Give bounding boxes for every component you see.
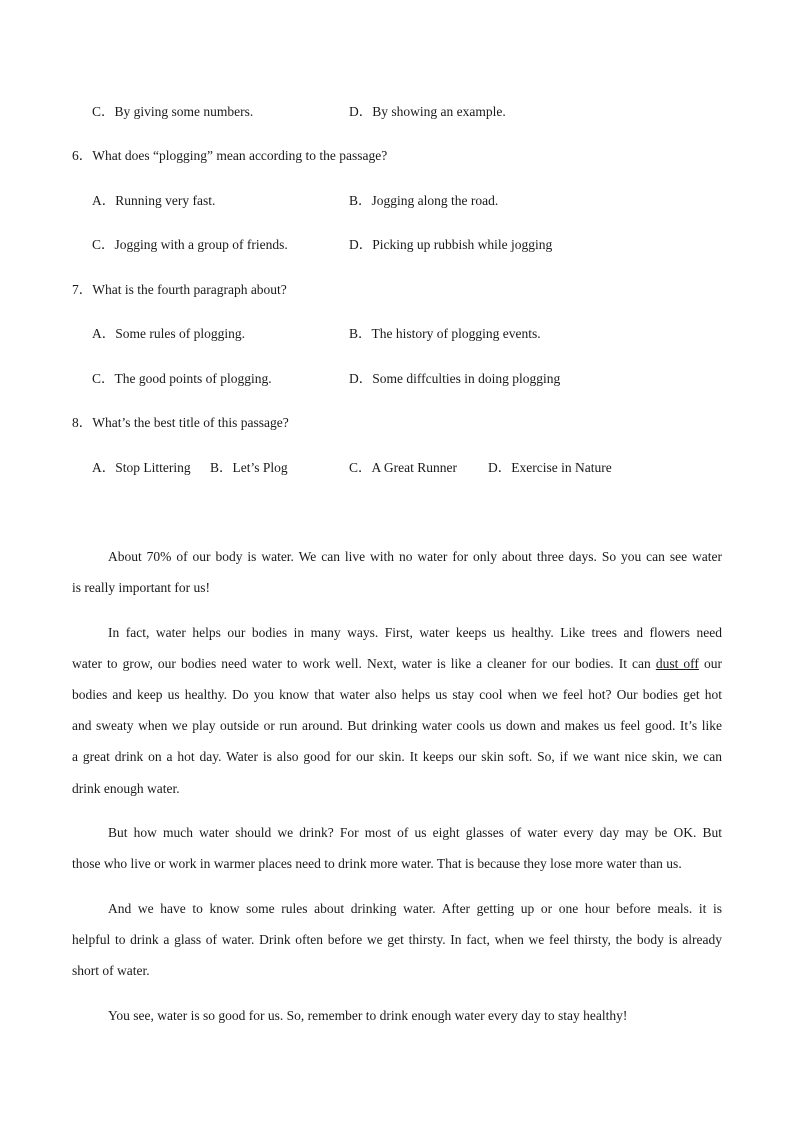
q8-stem: 8．What’s the best title of this passage? [72,415,289,430]
q5-option-c: C．By giving some numbers. [92,104,254,119]
passage-p2-line6: drink enough water. [72,781,180,796]
passage-p2-line5: a great drink on a hot day. Water is also good for our skin. It keeps our skin soft. So, if we want nice skin, we can [72,749,722,764]
q6-option-c: C．Jogging with a group of friends. [92,237,288,252]
q7-stem: 7．What is the fourth paragraph about? [72,282,287,297]
q6-option-d: D．Picking up rubbish while jogging [349,237,553,252]
q7-option-c: C．The good points of plogging. [92,371,272,386]
q5-option-d: D．By showing an example. [349,104,506,119]
passage-p2-line2-end: our [698,656,722,671]
passage-p5-line1: You see, water is so good for us. So, remember to drink enough water every day to stay healthy! [108,1008,628,1023]
passage-p3-line2: those who live or work in warmer places need to drink more water. That is because they lose more water than us. [72,856,682,871]
q8-option-c: C．A Great Runner [349,460,457,475]
underlined-phrase: dust off [655,656,699,671]
passage-p2-line2 [72,656,722,672]
q8-option-b: B．Let’s Plog [210,460,288,475]
passage-p4-line1: And we have to know some rules about drinking water. After getting up or one hour before meals. it is [108,901,722,916]
passage-p4-line3: short of water. [72,963,150,978]
q7-option-d: D．Some diffculties in doing plogging [349,371,561,386]
passage-p4-line2: helpful to drink a glass of water. Drink often before we get thirsty. In fact, when we feel thirsty, the body is already [72,932,722,947]
passage-p1-line1: About 70% of our body is water. We can live with no water for only about three days. So you can see water [108,549,722,564]
passage-p2-line4: and sweaty when we play outside or run around. But drinking water cools us down and makes us feel good. It’s like [72,718,722,733]
passage-p2-line3: bodies and keep us healthy. Do you know that water also helps us stay cool when we feel hot? Our bodies get hot [72,687,722,702]
q6-option-b: B．Jogging along the road. [349,193,499,208]
q6-option-a: A．Running very fast. [92,193,216,208]
q8-option-d: D．Exercise in Nature [488,460,612,475]
passage-p3-line1: But how much water should we drink? For most of us eight glasses of water every day may be OK. But [108,825,722,840]
passage-p2-line1: In fact, water helps our bodies in many ways. First, water keeps us healthy. Like trees and flowers need [108,625,722,640]
q6-stem: 6．What does “plogging” mean according to the passage? [72,148,388,163]
q7-option-b: B．The history of plogging events. [349,326,541,341]
q8-option-a: A．Stop Littering [92,460,191,475]
q7-option-a: A．Some rules of plogging. [92,326,245,341]
passage-p2-line2-text: water to grow, our bodies need water to work well. Next, water is like a cleaner for our bodies. It can [72,656,656,671]
passage-p1-line2: is really important for us! [72,580,210,595]
